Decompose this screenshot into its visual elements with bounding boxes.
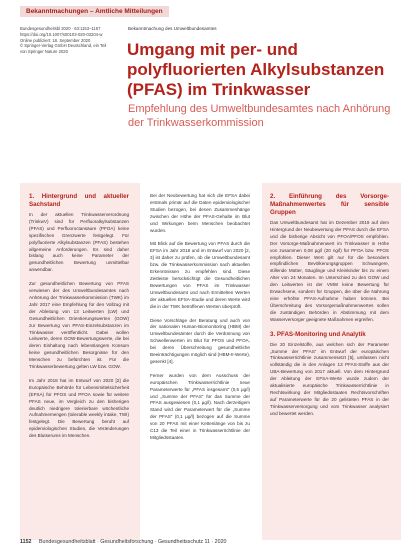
- column-1: [29, 193, 129, 442]
- section-tag: Bekanntmachungen – Amtliche Mitteilungen: [20, 6, 169, 17]
- publication-meta: [20, 26, 120, 55]
- meta-line-doi[interactable]: https://doi.org/10.1007/s00103-020-03204-w: [20, 31, 103, 37]
- article-subtitle: Empfehlung des Umweltbundesamtes nach Anhörung der Trinkwasserkommission: [128, 103, 391, 129]
- meta-line: © Springer-Verlag GmbH Deutschland, ein Teil: [20, 43, 107, 49]
- section-heading: 2. Einführung des Vorsorge-Maßnahmenwertes für sensible Gruppen: [270, 193, 389, 216]
- paragraph: Zur gesundheitlichen Bewertung von PFAS verwiesen der des Umweltbundesamtes nach Anhörung der Trinkwasserkommission (TWK) im Jahr 2017 eine Empfehlung für den Vollzug mit der Ableitung von 13 Leitwerten (LW) und Gesundheitlichen Orientierungswerten (GOW) zur Bewertung von PFAS-Einzelsubstanzen im Trinkwasser veröffentlicht. Dabei wollen Leitwerte, deren GOW-Bewertungswerte, die bei deren Einhaltung nach lebenslangem Konsum keine gesundheitlichen Besorgnisse für den Menschen zu befürchten ist. Für die Trinkwasserbewertung gelten LW bzw. GOW.: [29, 281, 129, 370]
- column-2: [150, 193, 250, 444]
- page-number: 1152: [20, 539, 32, 545]
- paragraph: Diese Vorschläge der Beratung und auch von der nationalen Human-Biomonitoring (HBM) der Umweltbundesämter durch die Verdünnung von Schwellenwerten im Blut für PFOS und PFOA, bei deren Überschreitung gesundheitliche Beeinträchtigungen möglich sind (HBM-II-Werte), gesenkt [4].: [150, 317, 250, 364]
- paragraph: Ferner wurden von dem Ausschuss der europäischen Trinkwasserrichtlinie neue Parameterwerte für „PFAS insgesamt“ (0,5 µg/l) und „Summe der PFAS“ für das Summe der PFAS ausgewiesen (0,1 µg/l). Nach derzeitigem Stand wird der Parameterwert für die „Summe der PFAS“ (0,1 µg/l) bezogen auf die Summe von 20 PFAS mit einer Kettenlänge von bis zu C13 die Teil einer in Trinkwasserrichtlinie der Mitgliedsstaaten.: [150, 372, 250, 440]
- paragraph: Das Umweltbundesamt hat im Dezember 2019 auf dem Hintergrund der Neubewertung der PFAS durch die EFSA und die bisherige Absicht von PFOA/PFOS empfohlen. Der Vorsorge-Maßnahmenwert im Trinkwasser in Höhe von zusammen 0,08 µg/l (20 ng/l) für PFOA bzw. PFOS empfohlen. Dieser Wert gilt nur für die besonders empfindlichen Bevölkerungsgruppen Schwangere, stillende Mütter, Säuglinge und Kleinkinder bis zu einem Alter von 24 Monaten. Im Unterschied zu den GOW und den Leitwerten ist der VMW keine Bewertung für Erwachsene, sondern für Gruppen, die über die Nahrung eine erhöhte PFAS-Aufnahme haben können. Bei Überschreitung des Vorsorgemaßnahmenwertes sollen die zuständigen Behörden in Abstimmung mit dem Wasserversorger geeignete Maßnahmen ergreifen.: [270, 220, 389, 322]
- meta-line: von Springer Nature 2020: [20, 49, 68, 55]
- column-3: [270, 193, 389, 420]
- paragraph: Die 20 Einzelstoffe, aus welchen sich der Parameter „Summe der PFAS“ im Entwurf der europäischen Trinkwasserrichtlinie zusammensetzt [5], umfassen nicht vollständig die in den Anlagen 13 PFAS-Stoffe aus der UBA-Bewertung von 2017 aktuell. Von dem Hintergrund der Ableitung der EFSA-Werte wurde zudem der aktualisierte europäische Trinkwasserrichtlinie in Rechtswirkung der Mitgliedsstaaten Rechtsvorschriften auf Parameterwerte für die 20 gelisteten PFAS in der Trinkwasserversorgung und vom Trinkwasser analysiert und bewertet werden.: [270, 341, 389, 416]
- paragraph: In der aktuellen Trinkwasserverordnung (TrinkwV) sind für Perfluoralkylsubstanzen (PFAS) und Perfluoroctansäure (PFOA) keine spezifischen Grenzwerte festgelegt. Für polyfluorierte Alkylsubstanzen (PFAS) bestehen allgemeine Anforderungen. Es sind daher bislang auch keine Parameter der gesundheitlichen Bewertung unmittelbar anwendbar.: [29, 212, 129, 273]
- kicker: Bekanntmachung des Umweltbundesamtes: [128, 26, 217, 31]
- paragraph: Mit Blick auf die Bewertung von PFAS durch die EFSA im Jahr 2018 und im Entwurf von 2020 [2, 3] ist daher zu prüfen, ob die Umweltbundesamt bzw. die Trinkwasserkommission nach aktuellen Erkenntnissen zu empfehlen sind. Diese Zeitleiste berücksichtigt die Gesundheitlichen Bewertungen von PFAS im Trinkwasser Umweltbundesamt und nach Ermittelten Werten der aktuellen EFSA-Studie und deren Werte wird die in der TWK betroffenen Werten überprüft.: [150, 241, 250, 309]
- article-title: Umgang mit per- und polyfluorierten Alkylsubstanzen (PFAS) im Trinkwasser: [127, 40, 385, 99]
- paragraph: Im Jahr 2018 hat im Entwurf von 2020 [2] die Europäische Behörde für Lebensmittelsicherheit (EFSA) für PFOS und PFOA sowie für weitere PFAS neue, im Vergleich zu den bisherigen deutlich niedrigere tolerierbare wöchentliche Aufnahmemengen (tolerable weekly intake, TWI) festgelegt. Die Bewertung beruht auf epidemiologischen Studien, die Veränderungen des Blutserums im Menschen.: [29, 377, 129, 439]
- meta-line: Bundesgesundheitsbl 2020 · 63:1153–1157: [20, 26, 101, 31]
- section-heading: 1. Hintergrund und aktueller Sachstand: [29, 193, 129, 208]
- meta-line: Online publiziert: 18. September 2020: [20, 37, 91, 43]
- page-footer: [20, 539, 226, 545]
- journal-name: Bundesgesundheitsblatt · Gesundheitsforschung · Gesundheitsschutz 11 · 2020: [38, 539, 227, 545]
- paragraph: Bei der Neubewertung hat sich die EFSA dabei erstmals primär auf die Daten epidemiologischer Studien bezogen, bei denen Zusammenhänge zwischen der Höhe der PFAS-Gehalte im Blut und Wirkungen beim Menschen beobachtet wurden.: [150, 193, 250, 233]
- section-heading: 3. PFAS-Monitoring und Analytik: [270, 330, 366, 338]
